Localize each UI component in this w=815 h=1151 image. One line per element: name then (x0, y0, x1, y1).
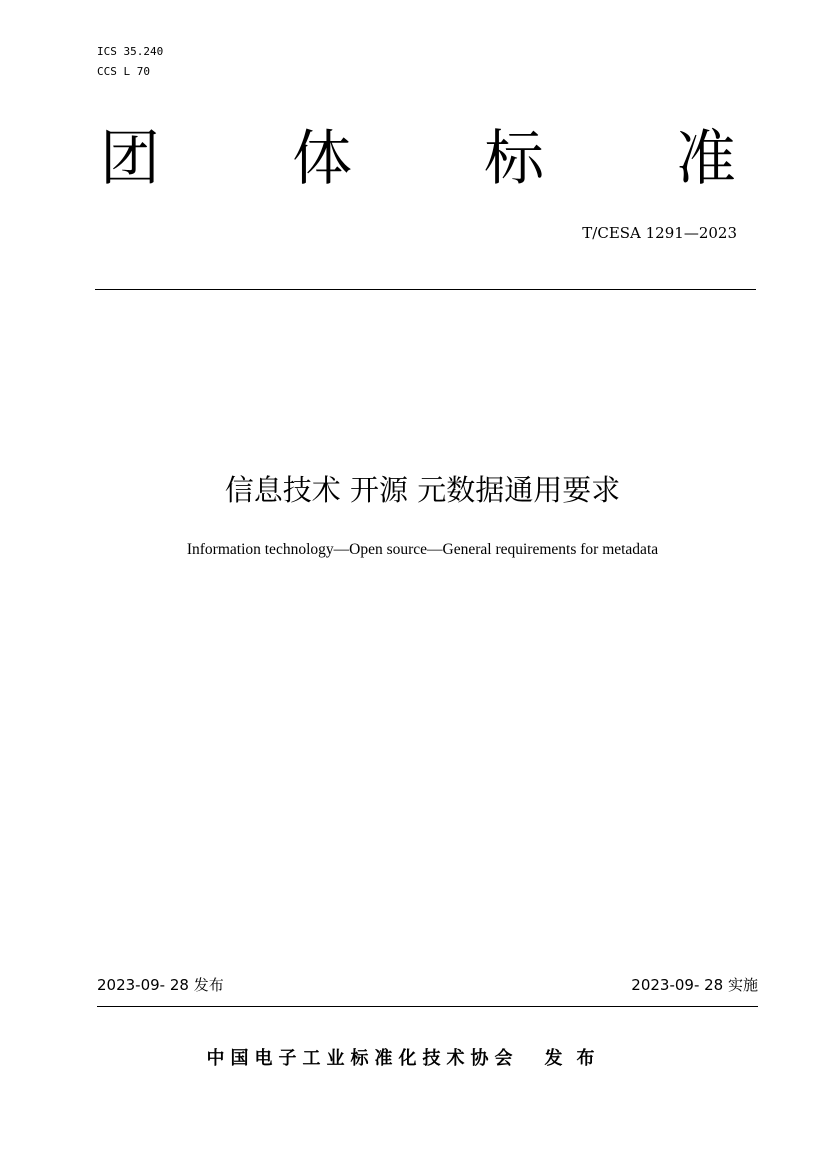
document-title-chinese: 信息技术 开源 元数据通用要求 (224, 473, 621, 507)
publisher-line (0, 1044, 815, 1074)
standard-type-heading (100, 116, 736, 202)
publisher-name: 中国电子工业标准化技术协会 (206, 1048, 519, 1069)
classification-codes (97, 42, 163, 82)
standard-number: T/CESA 1291—2023 (582, 224, 737, 242)
ccs-code: CCS L 70 (97, 65, 150, 78)
implementation-date: 2023-09- 28 实施 (631, 976, 758, 994)
top-divider (95, 289, 756, 290)
publisher-action: 发布 (544, 1048, 609, 1069)
issue-date: 2023-09- 28 发布 (97, 976, 224, 994)
standard-type-char-3: 标 (484, 124, 544, 194)
bottom-divider (97, 1006, 758, 1007)
standard-type-char-4: 准 (676, 124, 736, 194)
document-title-english: Information technology—Open source—General requirements for metadata (186, 541, 659, 558)
standard-type-char-2: 体 (292, 124, 352, 194)
standard-type-char-1: 团 (100, 124, 160, 194)
ics-code: ICS 35.240 (97, 45, 164, 58)
